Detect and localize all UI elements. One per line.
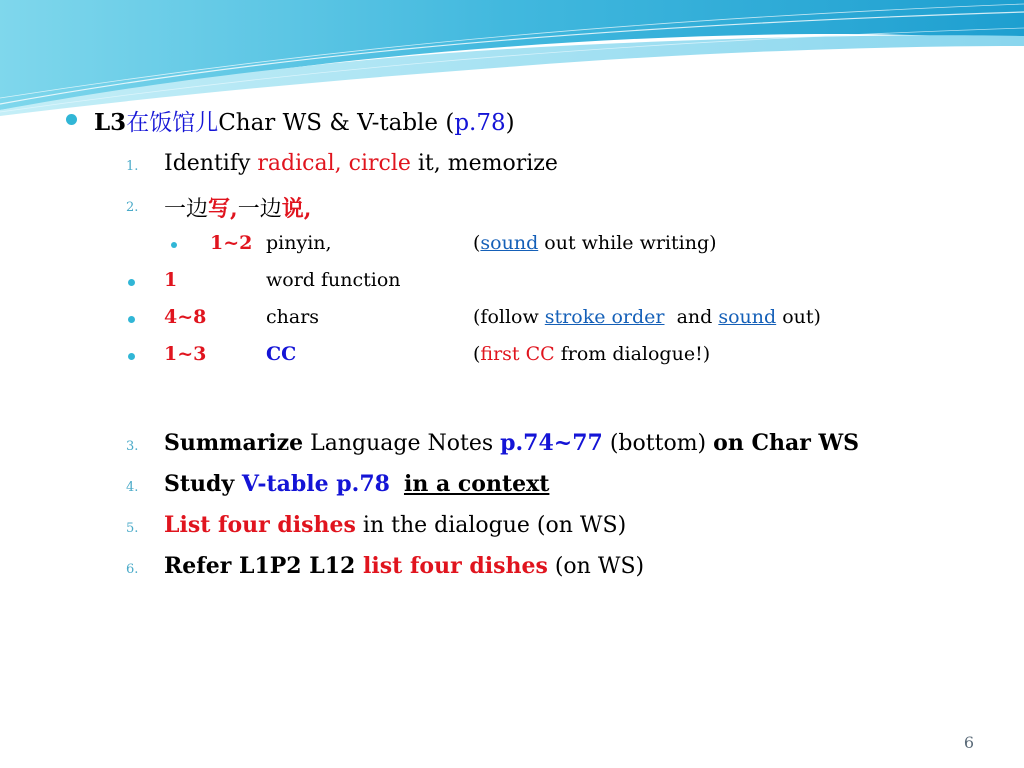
sub-item [266,232,332,254]
first-cc-highlight: first CC [480,343,555,365]
bullet-dot [128,353,135,360]
item-label: word function [266,269,401,291]
note-text: ( [473,232,481,254]
summarize-label: Summarize [164,430,304,456]
step-1 [164,151,558,176]
step-number: 3. [126,439,139,454]
sub-note [473,306,821,328]
page-number: 6 [963,733,974,752]
bullet-dot [66,114,77,125]
sub-bullet-word-function [164,269,177,291]
bullet-dot [128,316,135,323]
refer-label: Refer L1P2 L12 [164,553,364,579]
step-3-target: on Char WS [713,430,860,456]
step-1-highlight: radical, circle [257,151,411,176]
sub-item [266,269,401,291]
step-4 [164,471,549,497]
step-5-text: in the dialogue (on WS) [355,513,627,538]
step-2 [164,192,311,223]
step-3-text: Language Notes [303,431,501,456]
note-text: ( [473,343,481,365]
step-number: 1. [126,159,139,174]
v-table-label: V-table [241,471,329,497]
count-label: 1~2 [210,232,253,254]
lesson-chinese-title: 在饭馆儿 [126,110,219,136]
step-number: 2. [126,200,139,215]
step-number: 5. [126,521,139,536]
sound-link[interactable]: sound [480,232,539,254]
item-label: pinyin, [266,232,332,254]
step-3 [164,430,859,456]
page-ref: p.74~77 [500,430,603,456]
slide-heading [94,104,515,137]
page-ref: p.78 [454,110,506,136]
step-5 [164,512,626,538]
sub-note [473,232,717,254]
sub-item [266,306,319,328]
note-text-end: from dialogue!) [554,343,711,365]
list-dishes-label: list four dishes [363,553,548,579]
heading-close: ) [505,110,515,136]
note-text-end: out while writing) [538,232,717,254]
sub-note [473,343,710,365]
page-ref: p.78 [328,471,390,497]
sub-bullet-pinyin [210,232,252,254]
note-text-end: out) [776,306,821,328]
study-label: Study [164,471,242,497]
header-wave-decoration [0,0,1024,120]
step-3-text-2: (bottom) [602,431,714,456]
sub-item [266,343,296,365]
sub-bullet-cc [164,343,206,365]
step-2-text-2: 一边 [237,197,282,222]
item-label: chars [266,306,320,328]
list-dishes-label: List four dishes [164,512,356,538]
step-1-text: Identify [164,151,258,176]
step-2-speak: 说, [281,196,312,222]
step-1-text-end: it, memorize [410,151,558,176]
heading-text: Char WS & V-table ( [218,110,455,136]
sound-link[interactable]: sound [718,306,777,328]
step-number: 4. [126,480,139,495]
lesson-label: L3 [94,109,127,136]
step-number: 6. [126,562,139,577]
sub-bullet-chars [164,306,206,328]
step-2-text: 一边 [164,197,209,222]
count-label: 4~8 [164,306,207,328]
note-text: (follow [473,306,545,328]
item-label: CC [266,343,297,365]
step-6-text: (on WS) [547,554,645,579]
note-text-mid: and [664,306,719,328]
count-label: 1 [164,269,178,291]
bullet-dot [171,242,177,248]
step-6 [164,553,644,579]
stroke-order-link[interactable]: stroke order [544,306,665,328]
step-2-write: 写, [208,196,238,222]
count-label: 1~3 [164,343,207,365]
bullet-dot [128,279,135,286]
context-label: in a context [403,471,550,497]
